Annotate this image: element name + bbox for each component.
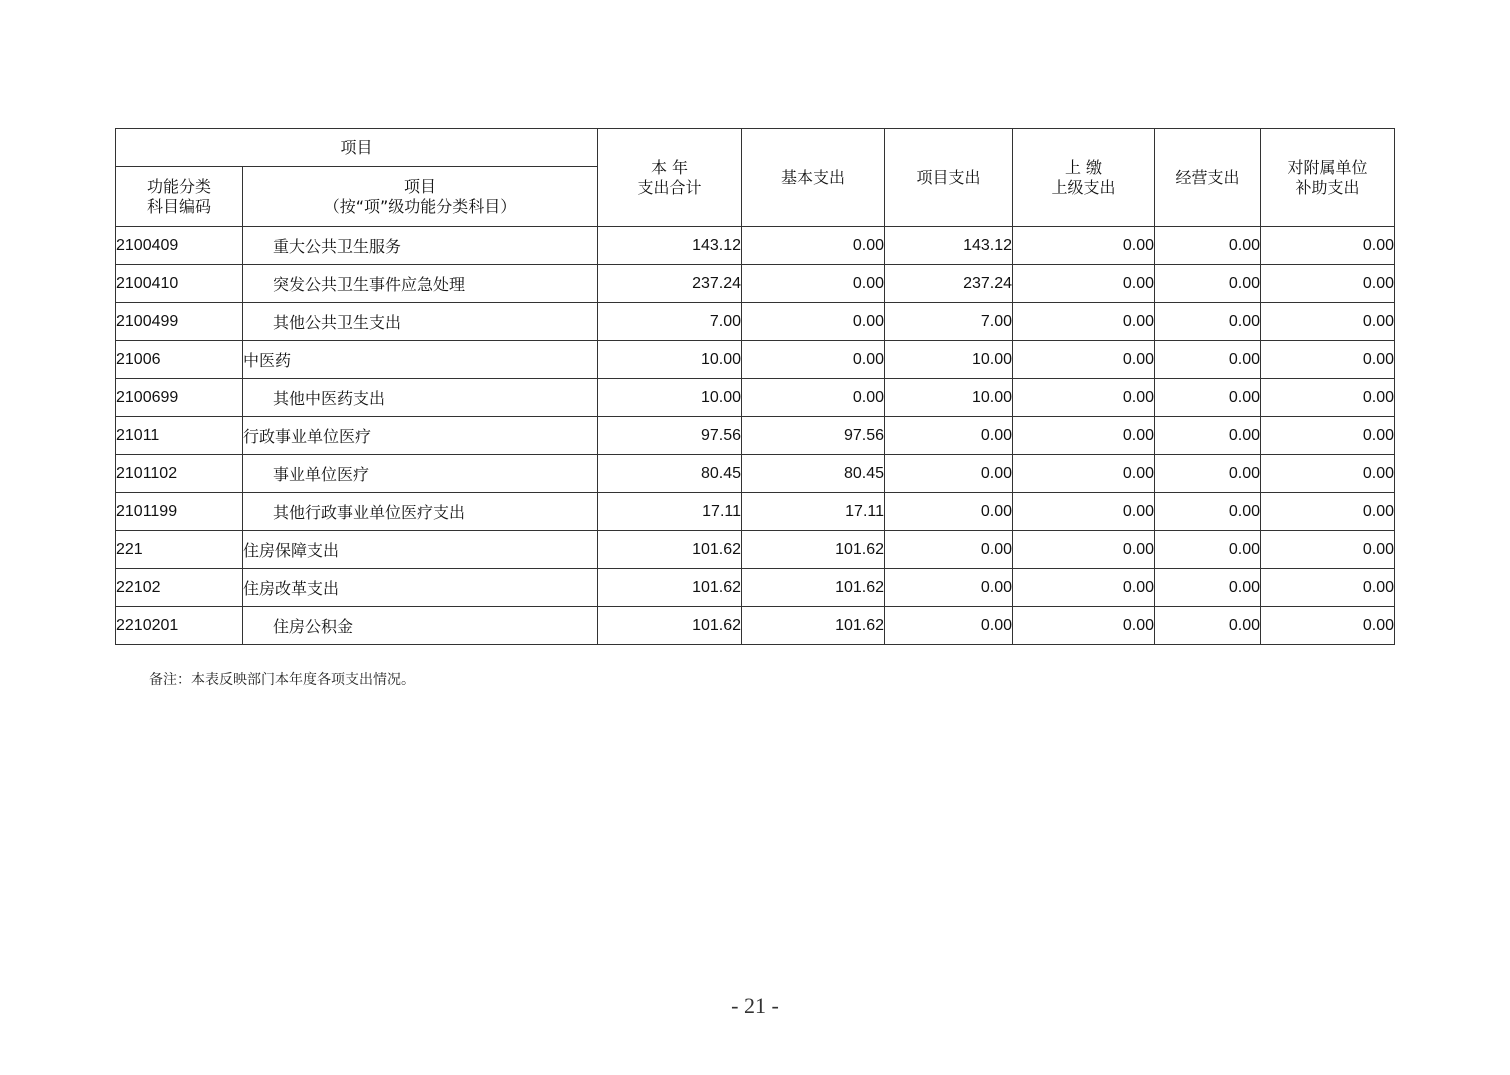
cell-name: 行政事业单位医疗 xyxy=(243,417,598,455)
cell-code: 2100499 xyxy=(116,303,243,341)
page-number: - 21 - xyxy=(731,993,779,1018)
header-subsidy-line-1: 对附属单位 xyxy=(1287,157,1368,177)
header-code-line-2: 科目编码 xyxy=(146,196,211,216)
expenditure-table xyxy=(115,128,1395,645)
cell-subsidy: 0.00 xyxy=(1261,455,1395,493)
cell-upper: 0.00 xyxy=(1013,417,1155,455)
cell-business: 0.00 xyxy=(1155,379,1261,417)
cell-code: 22102 xyxy=(116,569,243,607)
cell-project: 7.00 xyxy=(885,303,1013,341)
cell-upper: 0.00 xyxy=(1013,455,1155,493)
cell-code: 21011 xyxy=(116,417,243,455)
header-total xyxy=(598,129,742,227)
cell-project: 0.00 xyxy=(885,455,1013,493)
cell-business: 0.00 xyxy=(1155,341,1261,379)
cell-name: 其他行政事业单位医疗支出 xyxy=(243,493,598,531)
cell-project: 10.00 xyxy=(885,379,1013,417)
cell-business: 0.00 xyxy=(1155,569,1261,607)
header-name-line-1: 项目 xyxy=(404,176,437,196)
cell-business: 0.00 xyxy=(1155,417,1261,455)
header-total-line-2: 支出合计 xyxy=(637,177,702,197)
cell-subsidy: 0.00 xyxy=(1261,227,1395,265)
cell-code: 21006 xyxy=(116,341,243,379)
cell-subsidy: 0.00 xyxy=(1261,607,1395,645)
table-row xyxy=(116,493,1395,531)
cell-name: 其他中医药支出 xyxy=(243,379,598,417)
cell-code: 2210201 xyxy=(116,607,243,645)
cell-total: 101.62 xyxy=(598,531,742,569)
cell-code: 2100409 xyxy=(116,227,243,265)
cell-project: 0.00 xyxy=(885,493,1013,531)
header-code xyxy=(116,167,243,227)
cell-business: 0.00 xyxy=(1155,303,1261,341)
header-name xyxy=(243,167,598,227)
table-row xyxy=(116,569,1395,607)
header-total-line-1: 本 年 xyxy=(650,157,689,177)
header-upper xyxy=(1013,129,1155,227)
cell-code: 2101199 xyxy=(116,493,243,531)
cell-total: 143.12 xyxy=(598,227,742,265)
table-row xyxy=(116,379,1395,417)
cell-project: 237.24 xyxy=(885,265,1013,303)
cell-basic: 0.00 xyxy=(742,379,885,417)
cell-business: 0.00 xyxy=(1155,493,1261,531)
table-row xyxy=(116,265,1395,303)
cell-basic: 101.62 xyxy=(742,569,885,607)
cell-subsidy: 0.00 xyxy=(1261,303,1395,341)
table-note: 备注：本表反映部门本年度各项支出情况。 xyxy=(149,672,415,688)
header-upper-line-1: 上 缴 xyxy=(1064,157,1103,177)
header-item-group: 项目 xyxy=(116,129,598,167)
cell-upper: 0.00 xyxy=(1013,531,1155,569)
cell-subsidy: 0.00 xyxy=(1261,265,1395,303)
cell-subsidy: 0.00 xyxy=(1261,417,1395,455)
cell-name: 住房改革支出 xyxy=(243,569,598,607)
cell-business: 0.00 xyxy=(1155,607,1261,645)
cell-name: 重大公共卫生服务 xyxy=(243,227,598,265)
table-header xyxy=(116,129,1395,227)
cell-basic: 17.11 xyxy=(742,493,885,531)
table-row xyxy=(116,303,1395,341)
cell-name: 住房保障支出 xyxy=(243,531,598,569)
cell-basic: 80.45 xyxy=(742,455,885,493)
header-code-line-1: 功能分类 xyxy=(146,176,211,196)
cell-total: 10.00 xyxy=(598,341,742,379)
cell-project: 10.00 xyxy=(885,341,1013,379)
cell-subsidy: 0.00 xyxy=(1261,341,1395,379)
cell-total: 7.00 xyxy=(598,303,742,341)
cell-basic: 0.00 xyxy=(742,303,885,341)
table-row xyxy=(116,227,1395,265)
cell-subsidy: 0.00 xyxy=(1261,531,1395,569)
cell-code: 2100699 xyxy=(116,379,243,417)
cell-subsidy: 0.00 xyxy=(1261,569,1395,607)
header-project: 项目支出 xyxy=(885,129,1013,227)
cell-upper: 0.00 xyxy=(1013,569,1155,607)
cell-subsidy: 0.00 xyxy=(1261,493,1395,531)
cell-total: 237.24 xyxy=(598,265,742,303)
cell-upper: 0.00 xyxy=(1013,493,1155,531)
cell-basic: 101.62 xyxy=(742,531,885,569)
cell-project: 0.00 xyxy=(885,607,1013,645)
cell-subsidy: 0.00 xyxy=(1261,379,1395,417)
table-row xyxy=(116,341,1395,379)
table-row xyxy=(116,607,1395,645)
cell-name: 事业单位医疗 xyxy=(243,455,598,493)
cell-upper: 0.00 xyxy=(1013,379,1155,417)
cell-project: 143.12 xyxy=(885,227,1013,265)
cell-upper: 0.00 xyxy=(1013,265,1155,303)
cell-total: 80.45 xyxy=(598,455,742,493)
cell-business: 0.00 xyxy=(1155,227,1261,265)
cell-business: 0.00 xyxy=(1155,455,1261,493)
table-row xyxy=(116,531,1395,569)
cell-total: 101.62 xyxy=(598,607,742,645)
cell-basic: 101.62 xyxy=(742,607,885,645)
cell-upper: 0.00 xyxy=(1013,227,1155,265)
cell-total: 97.56 xyxy=(598,417,742,455)
cell-upper: 0.00 xyxy=(1013,341,1155,379)
cell-business: 0.00 xyxy=(1155,265,1261,303)
cell-code: 2100410 xyxy=(116,265,243,303)
cell-name: 中医药 xyxy=(243,341,598,379)
cell-total: 10.00 xyxy=(598,379,742,417)
header-upper-line-2: 上级支出 xyxy=(1051,177,1116,197)
cell-project: 0.00 xyxy=(885,531,1013,569)
cell-name: 住房公积金 xyxy=(243,607,598,645)
cell-name: 突发公共卫生事件应急处理 xyxy=(243,265,598,303)
cell-upper: 0.00 xyxy=(1013,607,1155,645)
header-subsidy xyxy=(1261,129,1395,227)
header-subsidy-line-2: 补助支出 xyxy=(1295,177,1360,197)
header-business: 经营支出 xyxy=(1155,129,1261,227)
cell-business: 0.00 xyxy=(1155,531,1261,569)
table-row xyxy=(116,417,1395,455)
table-body xyxy=(116,227,1395,645)
cell-upper: 0.00 xyxy=(1013,303,1155,341)
cell-project: 0.00 xyxy=(885,417,1013,455)
cell-basic: 0.00 xyxy=(742,265,885,303)
cell-code: 221 xyxy=(116,531,243,569)
cell-basic: 0.00 xyxy=(742,341,885,379)
header-basic: 基本支出 xyxy=(742,129,885,227)
cell-basic: 97.56 xyxy=(742,417,885,455)
table-row xyxy=(116,455,1395,493)
cell-total: 17.11 xyxy=(598,493,742,531)
cell-total: 101.62 xyxy=(598,569,742,607)
cell-name: 其他公共卫生支出 xyxy=(243,303,598,341)
cell-project: 0.00 xyxy=(885,569,1013,607)
cell-code: 2101102 xyxy=(116,455,243,493)
cell-basic: 0.00 xyxy=(742,227,885,265)
header-name-line-2: （按“项”级功能分类科目） xyxy=(323,196,517,216)
